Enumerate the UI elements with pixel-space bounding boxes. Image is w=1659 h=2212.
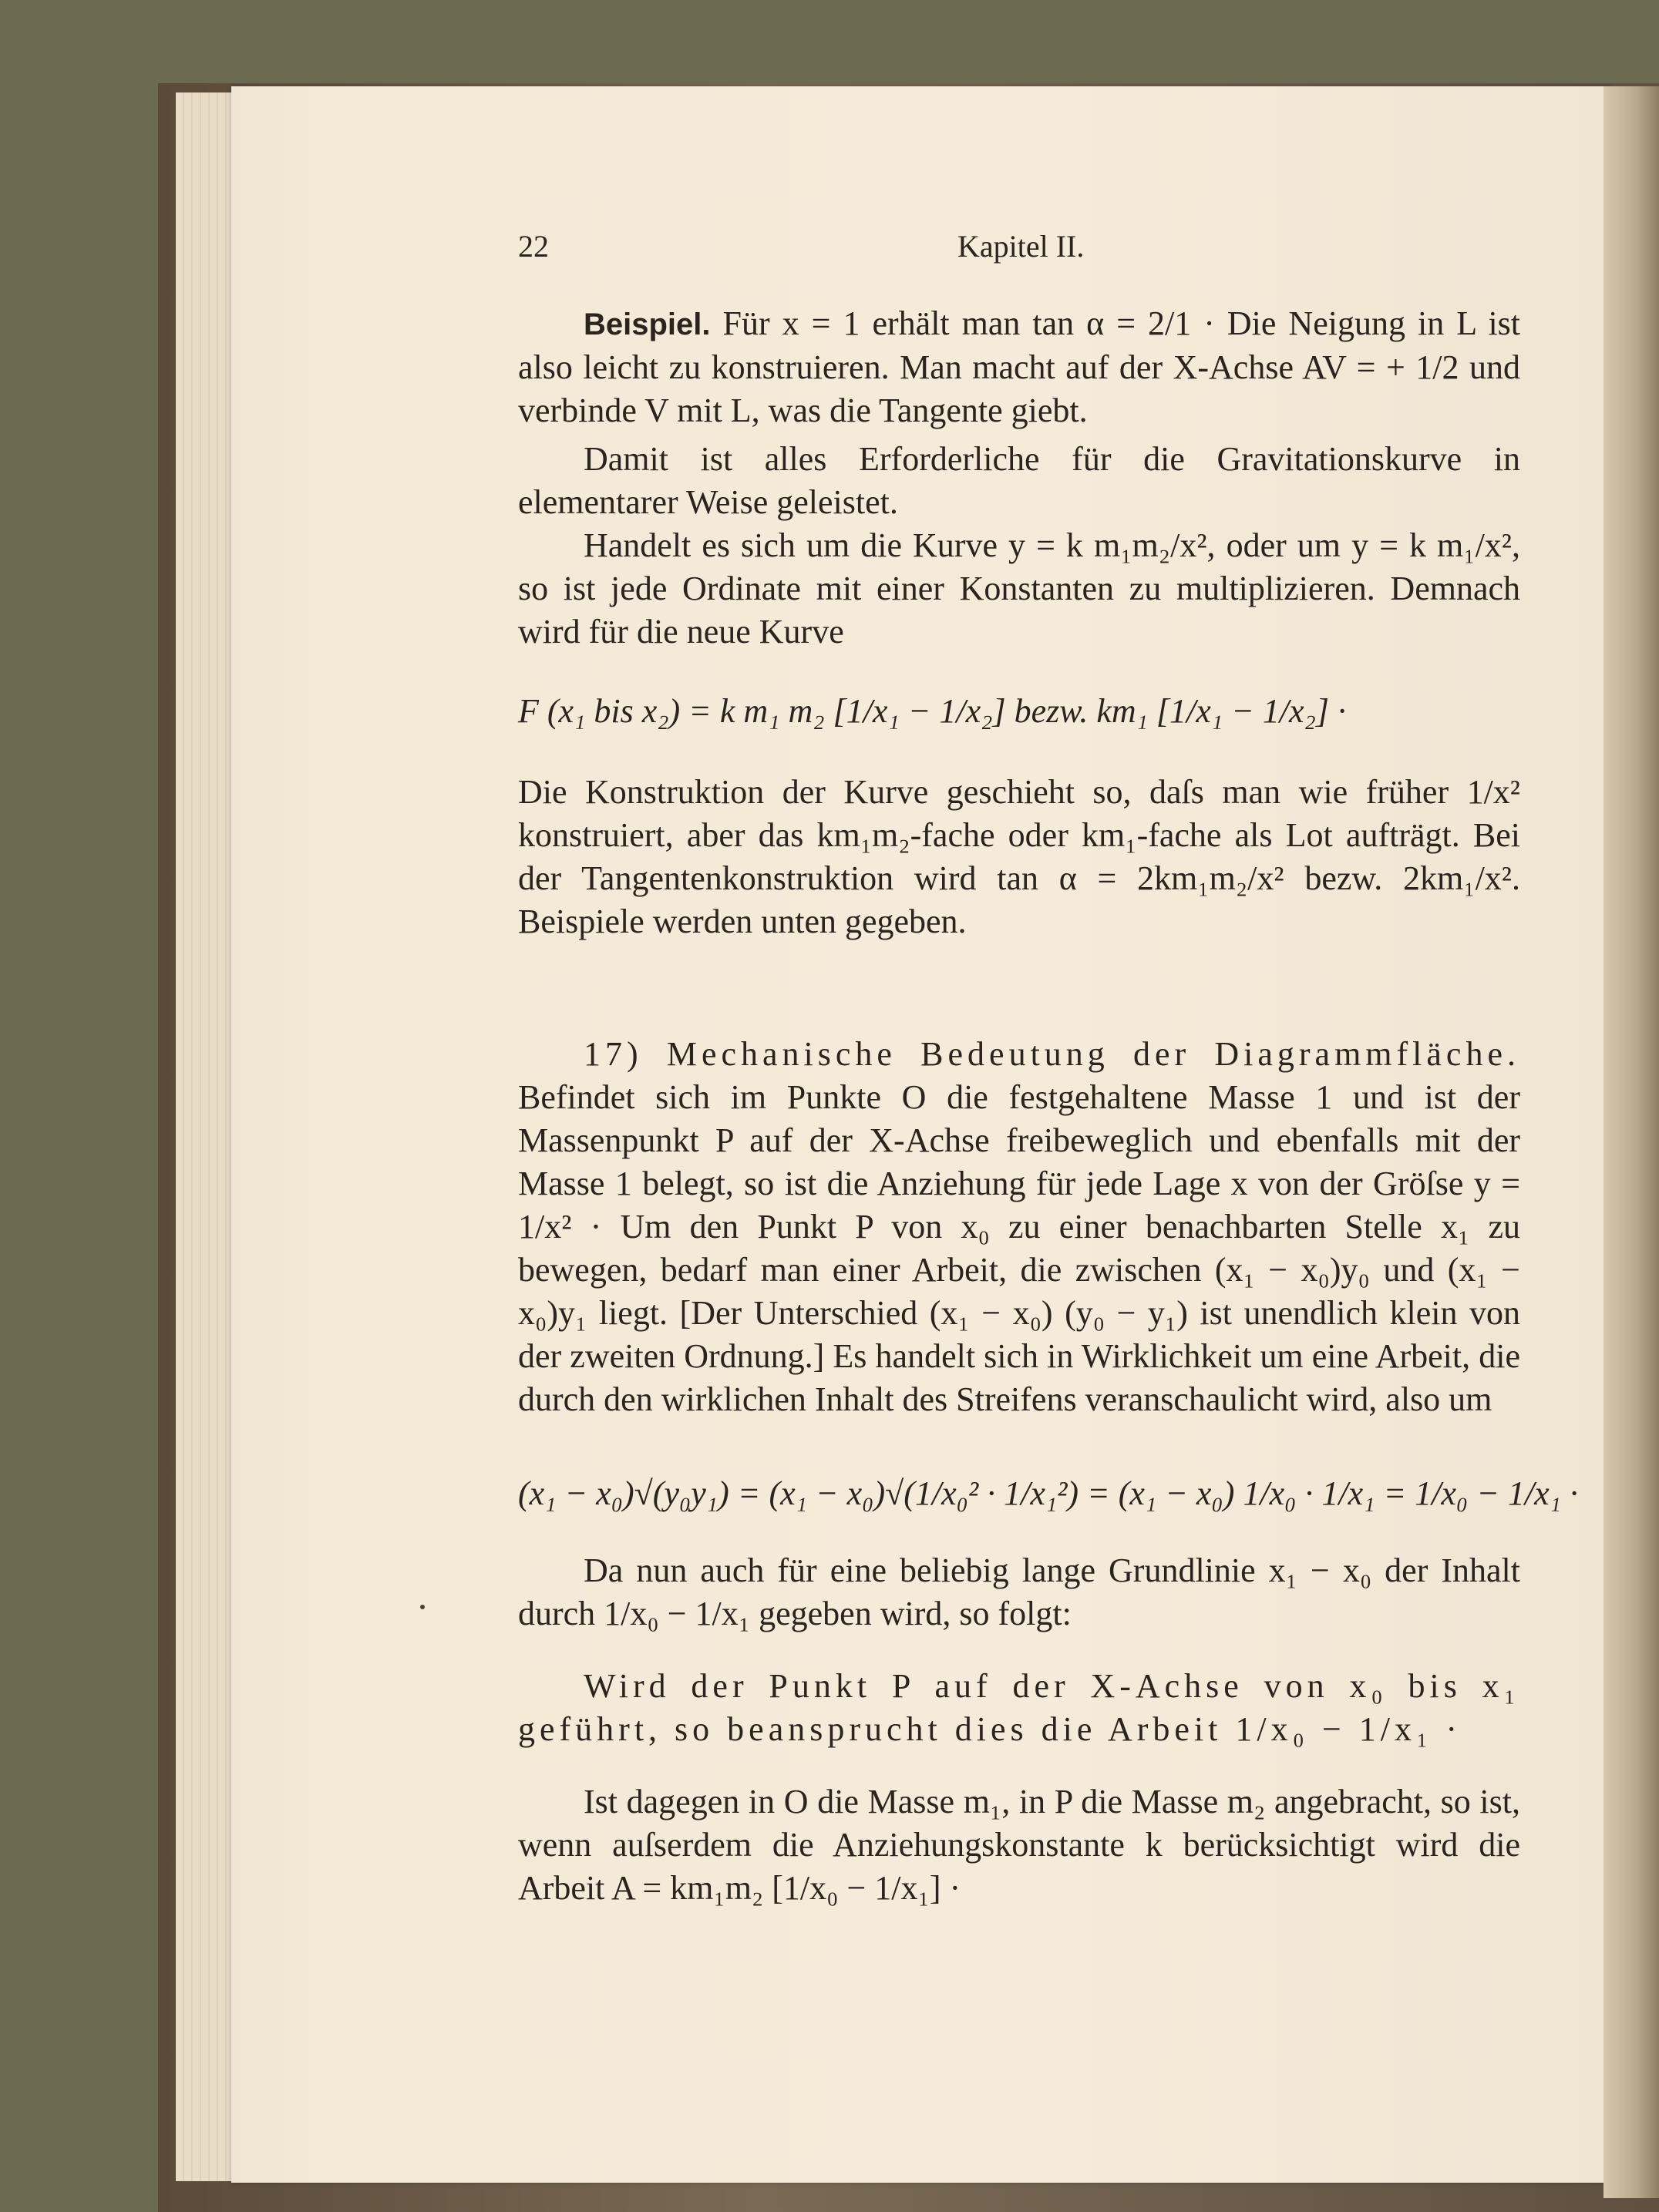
paragraph-lead: Beispiel. bbox=[584, 308, 711, 341]
margin-dot bbox=[420, 1605, 425, 1609]
page-number: 22 bbox=[518, 229, 549, 264]
page-header bbox=[518, 228, 1520, 270]
paragraph-damit bbox=[518, 438, 1520, 524]
paragraph-masse bbox=[518, 1780, 1520, 1910]
paragraph-text: Wird der Punkt P auf der X-Achse von x₀ bis x₁ geführt, so beansprucht dies die Arbeit 1/x₀ − 1/x₁ · bbox=[518, 1667, 1520, 1748]
paragraph-beispiel bbox=[518, 302, 1520, 432]
paragraph-da-nun bbox=[518, 1549, 1520, 1635]
formula-work bbox=[518, 1457, 1578, 1531]
paragraph-text: Die Konstruktion der Kurve geschieht so, daſs man wie früher 1/x² konstruiert, aber das km₁m₂-fache oder km₁-fache als Lot aufträgt. Bei der Tangentenkonstruktion wird tan α = 2km₁m₂/x² bezw. 2km₁/x². Beispiele werden unten gegeben. bbox=[518, 773, 1520, 940]
paragraph-text: Befindet sich im Punkte O die festgehaltene Masse 1 und ist der Massenpunkt P auf der X-Achse freibeweglich und ebenfalls mit der Masse 1 belegt, so ist die Anziehung für jede Lage x von der Gröſse y = 1/x² · Um den Punkt P von x₀ zu einer benachbarten Stelle x₁ zu bewegen, bedarf man einer Arbeit, die zwischen (x₁ − x₀)y₀ und (x₁ − x₀)y₁ liegt. [Der Unterschied (x₁ − x₀) (y₀ − y₁) ist unendlich klein von der zweiten Ordnung.] Es handelt sich in Wirklichkeit um eine Arbeit, die durch den wirklichen Inhalt des Streifens veranschaulicht wird, also um bbox=[518, 1078, 1520, 1418]
formula-F bbox=[518, 674, 1520, 748]
paragraph-handelt bbox=[518, 524, 1520, 654]
paragraph-text: Da nun auch für eine beliebig lange Grundlinie x₁ − x₀ der Inhalt durch 1/x₀ − 1/x₁ gegeben wird, so folgt: bbox=[518, 1551, 1520, 1632]
paragraph-theorem bbox=[518, 1665, 1520, 1751]
formula-text: (x₁ − x₀)√(y₀y₁) = (x₁ − x₀)√(1/x₀² · 1/x₁²) = (x₁ − x₀) 1/x₀ · 1/x₁ = 1/x₀ − 1/x₁ · bbox=[518, 1474, 1578, 1512]
section-heading: 17) Mechanische Bedeutung der Diagrammfläche. bbox=[584, 1035, 1520, 1073]
formula-text: F (x₁ bis x₂) = k m₁ m₂ [1/x₁ − 1/x₂] bezw. km₁ [1/x₁ − 1/x₂] · bbox=[518, 692, 1346, 730]
paragraph-text: Für x = 1 erhält man tan α = 2/1 · Die Neigung in L ist also leicht zu konstruieren. Man macht auf der X-Achse AV = + 1/2 und verbinde V mit L, was die Tangente giebt. bbox=[518, 304, 1521, 429]
page-gutter bbox=[1603, 86, 1659, 2198]
section-17 bbox=[518, 1033, 1520, 1421]
paragraph-text: Handelt es sich um die Kurve y = k m₁m₂/x², oder um y = k m₁/x², so ist jede Ordinate mit einer Konstanten zu multiplizieren. Demnach wird für die neue Kurve bbox=[518, 526, 1520, 650]
paragraph-text: Ist dagegen in O die Masse m₁, in P die Masse m₂ angebracht, so ist, wenn auſserdem die Anziehungskonstante k berücksichtigt wird die Arbeit A = km₁m₂ [1/x₀ − 1/x₁] · bbox=[518, 1783, 1520, 1907]
paragraph-konstruktion bbox=[518, 771, 1520, 943]
running-title: Kapitel II. bbox=[957, 229, 1085, 264]
paragraph-text: Damit ist alles Erforderliche für die Gravitationskurve in elementarer Weise geleistet. bbox=[518, 440, 1520, 521]
